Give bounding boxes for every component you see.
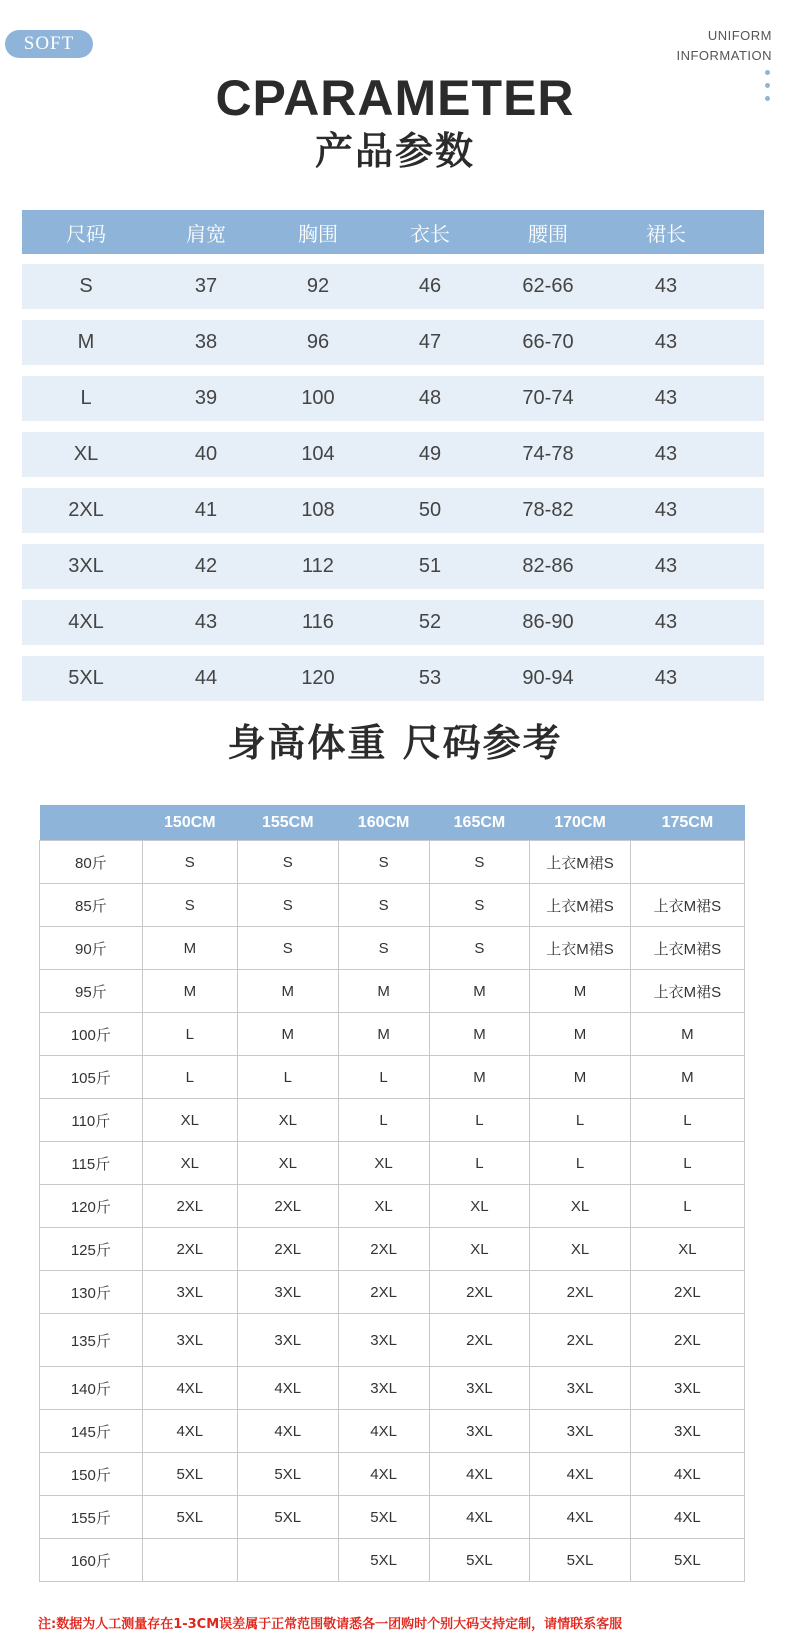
size-cell: L (142, 1013, 237, 1056)
size-cell: 上衣M裙S (630, 970, 744, 1013)
size-cell: 3XL (630, 1367, 744, 1410)
weight-cell: 155斤 (40, 1496, 143, 1539)
size-row (40, 1013, 745, 1056)
size-cell: 4XL (630, 1453, 744, 1496)
size-header-cell: 165CM (429, 805, 530, 841)
page-title-en: CPARAMETER (215, 70, 575, 126)
param-row (22, 656, 764, 701)
weight-cell: 145斤 (40, 1410, 143, 1453)
size-cell: L (530, 1142, 631, 1185)
size-cell: 2XL (338, 1228, 429, 1271)
param-row (22, 600, 764, 645)
param-cell: 90-94 (522, 667, 574, 689)
weight-cell: 160斤 (40, 1539, 143, 1582)
size-cell: 3XL (530, 1410, 631, 1453)
size-row (40, 1228, 745, 1271)
weight-cell: 135斤 (40, 1314, 143, 1367)
size-cell: 5XL (142, 1453, 237, 1496)
size-cell: 3XL (237, 1314, 338, 1367)
weight-cell: 100斤 (40, 1013, 143, 1056)
size-cell: 上衣M裙S (530, 841, 631, 884)
size-row (40, 1539, 745, 1582)
size-cell: 5XL (338, 1496, 429, 1539)
size-table-header (40, 805, 745, 841)
size-cell: 3XL (630, 1410, 744, 1453)
size-cell: 2XL (630, 1271, 744, 1314)
size-cell: M (142, 970, 237, 1013)
param-header-row (22, 210, 764, 254)
param-row (22, 320, 764, 365)
size-cell (237, 1539, 338, 1582)
size-cell: XL (237, 1142, 338, 1185)
size-cell (142, 1539, 237, 1582)
param-cell: 116 (302, 611, 334, 633)
size-cell: M (338, 970, 429, 1013)
size-cell: 3XL (429, 1410, 530, 1453)
size-cell: M (630, 1056, 744, 1099)
soft-badge: SOFT (5, 30, 93, 58)
size-cell: 3XL (429, 1367, 530, 1410)
size-cell: L (237, 1056, 338, 1099)
size-cell: 2XL (530, 1314, 631, 1367)
size-cell: 4XL (630, 1496, 744, 1539)
size-cell: M (142, 927, 237, 970)
param-cell: 43 (654, 499, 678, 521)
param-cell: 112 (302, 555, 334, 577)
size-cell: XL (237, 1099, 338, 1142)
uniform-info (676, 26, 772, 66)
size-row (40, 884, 745, 927)
weight-cell: 80斤 (40, 841, 143, 884)
size-row (40, 1056, 745, 1099)
size-cell: 上衣M裙S (630, 884, 744, 927)
size-cell: 5XL (630, 1539, 744, 1582)
size-cell: L (630, 1142, 744, 1185)
size-cell: S (429, 841, 530, 884)
size-cell: L (530, 1099, 631, 1142)
size-cell: 2XL (142, 1185, 237, 1228)
param-cell: L (80, 387, 92, 409)
size-cell: M (338, 1013, 429, 1056)
param-header-cell: 尺码 (66, 223, 106, 246)
size-row (40, 1185, 745, 1228)
size-cell: 2XL (237, 1228, 338, 1271)
param-cell: 43 (654, 555, 678, 577)
size-cell: XL (142, 1099, 237, 1142)
size-cell: M (429, 970, 530, 1013)
size-cell (630, 841, 744, 884)
size-row (40, 1099, 745, 1142)
param-cell: 70-74 (522, 387, 574, 409)
size-cell: S (338, 884, 429, 927)
size-cell: 5XL (338, 1539, 429, 1582)
size-cell: 2XL (142, 1228, 237, 1271)
param-cell: 86-90 (522, 611, 574, 633)
param-cell: 43 (654, 331, 678, 353)
weight-cell: 125斤 (40, 1228, 143, 1271)
size-row (40, 1367, 745, 1410)
param-cell: 4XL (68, 611, 104, 633)
size-row (40, 1142, 745, 1185)
size-reference-title: 身高体重 尺码参考 (227, 721, 563, 765)
size-cell: S (237, 927, 338, 970)
size-cell: 4XL (530, 1496, 631, 1539)
size-cell: 4XL (142, 1410, 237, 1453)
size-cell: 3XL (237, 1271, 338, 1314)
param-cell: 37 (194, 275, 218, 297)
param-cell: 2XL (68, 499, 104, 521)
param-cell: XL (73, 443, 99, 465)
param-cell: S (79, 275, 93, 297)
param-cell: 43 (654, 443, 678, 465)
size-cell: 3XL (142, 1271, 237, 1314)
param-cell: 78-82 (522, 499, 574, 521)
size-cell: M (429, 1056, 530, 1099)
size-header-cell: 160CM (338, 805, 429, 841)
size-cell: L (429, 1142, 530, 1185)
size-cell: L (630, 1185, 744, 1228)
param-row (22, 488, 764, 533)
size-cell: S (142, 884, 237, 927)
param-header-cell: 腰围 (528, 223, 568, 246)
size-cell: 3XL (338, 1367, 429, 1410)
param-cell: 66-70 (522, 331, 574, 353)
size-cell: 5XL (237, 1453, 338, 1496)
size-row (40, 1271, 745, 1314)
size-row (40, 1496, 745, 1539)
weight-cell: 110斤 (40, 1099, 143, 1142)
size-row (40, 841, 745, 884)
size-cell: S (237, 884, 338, 927)
param-header-cell: 胸围 (298, 223, 338, 246)
size-cell: 4XL (429, 1496, 530, 1539)
size-row (40, 970, 745, 1013)
param-cell: 43 (654, 387, 678, 409)
param-cell: 50 (418, 499, 442, 521)
size-cell: XL (142, 1142, 237, 1185)
param-header-cell: 裙长 (646, 223, 686, 246)
size-cell: XL (338, 1185, 429, 1228)
param-row (22, 432, 764, 477)
param-cell: 96 (306, 331, 330, 353)
param-header-cell: 肩宽 (186, 223, 226, 246)
param-cell: 39 (194, 387, 218, 409)
size-cell: 5XL (237, 1496, 338, 1539)
size-cell: 3XL (338, 1314, 429, 1367)
size-cell: L (338, 1056, 429, 1099)
size-cell: XL (630, 1228, 744, 1271)
param-cell: 100 (301, 387, 335, 409)
size-reference-table (39, 805, 745, 1582)
size-cell: 2XL (429, 1271, 530, 1314)
size-cell: M (530, 1056, 631, 1099)
size-cell: XL (530, 1185, 631, 1228)
param-cell: 44 (194, 667, 218, 689)
size-cell: 5XL (142, 1496, 237, 1539)
size-cell: 5XL (530, 1539, 631, 1582)
size-header-cell: 170CM (530, 805, 631, 841)
weight-cell: 85斤 (40, 884, 143, 927)
size-cell: S (142, 841, 237, 884)
size-cell: S (237, 841, 338, 884)
size-cell: S (429, 927, 530, 970)
param-cell: 43 (654, 611, 678, 633)
weight-cell: 130斤 (40, 1271, 143, 1314)
size-header-cell: 175CM (630, 805, 744, 841)
param-cell: 42 (194, 555, 218, 577)
weight-cell: 95斤 (40, 970, 143, 1013)
size-row (40, 927, 745, 970)
param-cell: 38 (194, 331, 218, 353)
param-cell: 40 (194, 443, 218, 465)
weight-cell: 150斤 (40, 1453, 143, 1496)
size-cell: 4XL (338, 1453, 429, 1496)
size-cell: 5XL (429, 1539, 530, 1582)
param-cell: 48 (418, 387, 442, 409)
size-cell: L (630, 1099, 744, 1142)
size-cell: S (429, 884, 530, 927)
size-cell: XL (429, 1228, 530, 1271)
size-cell: 2XL (530, 1271, 631, 1314)
param-cell: 120 (301, 667, 335, 689)
size-cell: M (530, 1013, 631, 1056)
size-cell: M (630, 1013, 744, 1056)
size-cell: L (429, 1099, 530, 1142)
param-cell: M (77, 331, 95, 353)
param-cell: 82-86 (522, 555, 574, 577)
weight-cell: 140斤 (40, 1367, 143, 1410)
size-cell: 上衣M裙S (530, 884, 631, 927)
size-cell: 4XL (338, 1410, 429, 1453)
size-cell: M (530, 970, 631, 1013)
uniform-line-2: INFORMATION (676, 48, 772, 63)
size-cell: 2XL (338, 1271, 429, 1314)
size-cell: S (338, 927, 429, 970)
page-title-cn: 产品参数 (314, 129, 475, 173)
size-cell: 上衣M裙S (630, 927, 744, 970)
param-row (22, 264, 764, 309)
param-cell: 46 (418, 275, 442, 297)
param-cell: 74-78 (522, 443, 574, 465)
size-row (40, 1314, 745, 1367)
param-cell: 5XL (68, 667, 104, 689)
param-cell: 53 (418, 667, 442, 689)
weight-cell: 120斤 (40, 1185, 143, 1228)
size-cell: 3XL (530, 1367, 631, 1410)
disclaimer-note: 注:数据为人工测量存在1-3CM误差属于正常范围敬请悉各一团购时个别大码支持定制，请情联系客服 (38, 1617, 623, 1632)
size-row (40, 1453, 745, 1496)
size-cell: M (429, 1013, 530, 1056)
size-cell: 4XL (530, 1453, 631, 1496)
size-cell: XL (429, 1185, 530, 1228)
param-header-cell: 衣长 (410, 223, 450, 246)
size-cell: 2XL (237, 1185, 338, 1228)
size-cell: 4XL (429, 1453, 530, 1496)
size-cell: XL (530, 1228, 631, 1271)
size-cell: 3XL (142, 1314, 237, 1367)
uniform-line-1: UNIFORM (707, 28, 772, 43)
size-cell: 4XL (142, 1367, 237, 1410)
size-header-cell: 150CM (142, 805, 237, 841)
param-cell: 52 (418, 611, 442, 633)
param-cell: 43 (654, 667, 678, 689)
weight-cell: 115斤 (40, 1142, 143, 1185)
size-cell: XL (338, 1142, 429, 1185)
param-cell: 51 (418, 555, 442, 577)
size-header-cell (40, 805, 143, 841)
param-cell: 62-66 (522, 275, 574, 297)
param-cell: 3XL (68, 555, 104, 577)
param-cell: 49 (418, 443, 442, 465)
param-cell: 43 (194, 611, 218, 633)
weight-cell: 105斤 (40, 1056, 143, 1099)
size-cell: M (237, 970, 338, 1013)
param-row (22, 544, 764, 589)
param-cell: 43 (654, 275, 678, 297)
param-row (22, 376, 764, 421)
size-cell: L (338, 1099, 429, 1142)
size-cell: M (237, 1013, 338, 1056)
size-cell: L (142, 1056, 237, 1099)
param-cell: 41 (194, 499, 218, 521)
param-cell: 92 (306, 275, 330, 297)
size-header-cell: 155CM (237, 805, 338, 841)
size-cell: S (338, 841, 429, 884)
param-cell: 47 (418, 331, 442, 353)
parameter-table (22, 210, 764, 712)
size-cell: 上衣M裙S (530, 927, 631, 970)
size-row (40, 1410, 745, 1453)
size-cell: 4XL (237, 1410, 338, 1453)
size-cell: 2XL (429, 1314, 530, 1367)
param-cell: 108 (301, 499, 335, 521)
param-cell: 104 (301, 443, 335, 465)
size-cell: 4XL (237, 1367, 338, 1410)
size-cell: 2XL (630, 1314, 744, 1367)
weight-cell: 90斤 (40, 927, 143, 970)
